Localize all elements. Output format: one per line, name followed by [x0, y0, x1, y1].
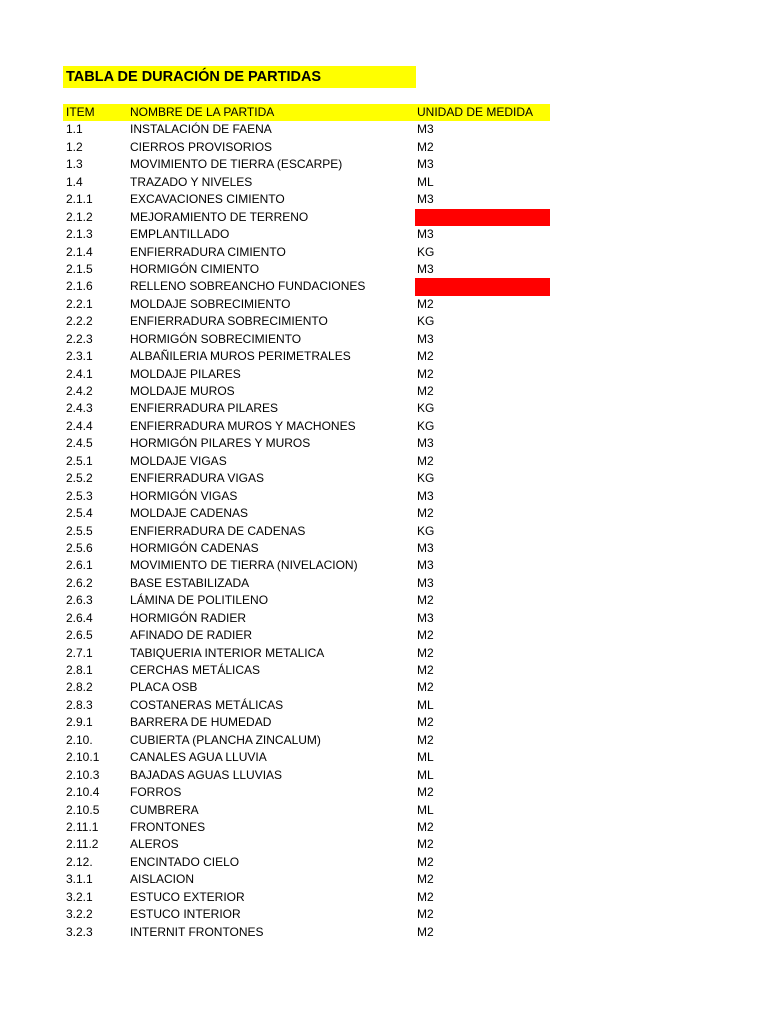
row-partida-name: BAJADAS AGUAS LLUVIAS [130, 767, 283, 782]
row-item-code: 3.1.1 [66, 872, 93, 887]
row-unit: M3 [417, 227, 434, 242]
row-partida-name: EMPLANTILLADO [130, 227, 230, 242]
row-item-code: 2.10.1 [66, 750, 100, 765]
table-row [63, 854, 550, 871]
row-item-code: 2.8.3 [66, 697, 93, 712]
table-row [63, 244, 550, 261]
header-item: ITEM [66, 105, 95, 119]
table-row [63, 174, 550, 191]
row-item-code: 2.12. [66, 854, 93, 869]
row-unit: M2 [417, 837, 434, 852]
row-item-code: 1.2 [66, 139, 83, 154]
row-item-code: 2.3.1 [66, 349, 93, 364]
row-unit-missing [415, 209, 550, 226]
row-item-code: 1.3 [66, 157, 83, 172]
table-row [63, 749, 550, 766]
row-unit: M2 [417, 680, 434, 695]
row-unit: M2 [417, 593, 434, 608]
page-title: TABLA DE DURACIÓN DE PARTIDAS [66, 69, 322, 85]
row-item-code: 2.2.2 [66, 314, 93, 329]
table-row [63, 470, 550, 487]
table-row [63, 592, 550, 609]
row-item-code: 2.8.1 [66, 663, 93, 677]
row-item-code: 3.2.1 [66, 889, 93, 904]
row-partida-name: BARRERA DE HUMEDAD [130, 715, 272, 730]
table-row [63, 418, 550, 435]
row-partida-name: HORMIGÓN CIMIENTO [130, 261, 260, 276]
table-row [63, 435, 550, 452]
row-partida-name: PLACA OSB [130, 680, 198, 695]
row-partida-name: ENCINTADO CIELO [130, 854, 240, 869]
row-item-code: 2.8.2 [66, 680, 93, 695]
row-partida-name: CERCHAS METÁLICAS [130, 663, 261, 677]
table-row [63, 627, 550, 644]
row-partida-name: INSTALACIÓN DE FAENA [130, 122, 272, 137]
row-partida-name: AFINADO DE RADIER [130, 628, 253, 643]
table-row [63, 209, 550, 226]
row-unit: M2 [417, 732, 434, 747]
row-item-code: 2.5.6 [66, 540, 93, 555]
row-item-code: 3.2.2 [66, 907, 93, 922]
table-row [63, 871, 550, 888]
table-row [63, 226, 550, 243]
row-unit: M3 [417, 331, 434, 346]
row-partida-name: TRAZADO Y NIVELES [130, 174, 253, 189]
table-row [63, 383, 550, 400]
row-unit-missing [415, 278, 550, 295]
header-unit: UNIDAD DE MEDIDA [417, 105, 534, 119]
row-item-code: 2.1.1 [66, 192, 93, 207]
row-item-code: 2.10. [66, 732, 93, 747]
table-row [63, 191, 550, 208]
table-row [63, 645, 550, 662]
row-unit: ML [417, 174, 434, 189]
table-row [63, 784, 550, 801]
row-item-code: 2.5.5 [66, 523, 93, 538]
table-row [63, 540, 550, 557]
row-unit: M2 [417, 506, 434, 521]
table-row [63, 924, 550, 941]
table-row [63, 139, 550, 156]
table-row [63, 331, 550, 348]
row-item-code: 2.6.4 [66, 610, 93, 625]
row-item-code: 2.10.4 [66, 785, 100, 800]
row-partida-name: MEJORAMIENTO DE TERRENO [130, 209, 309, 224]
row-partida-name: EXCAVACIONES CIMIENTO [130, 192, 285, 207]
row-partida-name: CIERROS PROVISORIOS [130, 139, 273, 154]
row-item-code: 2.1.2 [66, 209, 93, 224]
row-unit: ML [417, 767, 434, 782]
row-unit: KG [417, 401, 435, 416]
table-row [63, 889, 550, 906]
row-item-code: 2.6.5 [66, 628, 93, 643]
row-item-code: 2.2.1 [66, 296, 93, 311]
table-row [63, 819, 550, 836]
table-row [63, 400, 550, 417]
row-item-code: 2.7.1 [66, 645, 93, 660]
row-partida-name: MOLDAJE VIGAS [130, 453, 227, 468]
row-unit: M3 [417, 575, 434, 590]
row-unit: M2 [417, 924, 434, 939]
table-row [63, 557, 550, 574]
row-partida-name: CUBIERTA (PLANCHA ZINCALUM) [130, 732, 321, 747]
row-item-code: 2.5.1 [66, 453, 93, 468]
row-partida-name: COSTANERAS METÁLICAS [130, 697, 284, 712]
table-body [63, 121, 550, 941]
row-partida-name: ENFIERRADURA MUROS Y MACHONES [130, 418, 356, 433]
row-unit: M2 [417, 384, 434, 398]
row-unit: M2 [417, 854, 434, 869]
row-item-code: 2.4.1 [66, 366, 93, 381]
row-item-code: 2.4.5 [66, 436, 93, 451]
row-item-code: 2.4.3 [66, 401, 93, 416]
row-partida-name: BASE ESTABILIZADA [130, 575, 250, 590]
row-item-code: 2.4.2 [66, 384, 93, 398]
row-unit: KG [417, 471, 435, 486]
row-item-code: 2.5.3 [66, 488, 93, 503]
row-item-code: 2.9.1 [66, 715, 93, 730]
row-unit: M2 [417, 889, 434, 904]
row-partida-name: MOVIMIENTO DE TIERRA (NIVELACION) [130, 558, 358, 573]
row-unit: M3 [417, 540, 434, 555]
row-partida-name: ENFIERRADURA DE CADENAS [130, 523, 306, 538]
row-unit: M2 [417, 819, 434, 834]
row-unit: KG [417, 314, 435, 329]
row-item-code: 2.1.3 [66, 227, 93, 242]
row-unit: M2 [417, 645, 434, 660]
row-unit: M3 [417, 122, 434, 137]
row-partida-name: INTERNIT FRONTONES [130, 924, 264, 939]
row-partida-name: HORMIGÓN VIGAS [130, 488, 238, 503]
row-partida-name: ESTUCO INTERIOR [130, 907, 241, 922]
row-unit: M3 [417, 192, 434, 207]
table-row [63, 505, 550, 522]
table-row [63, 296, 550, 313]
table-row [63, 156, 550, 173]
row-item-code: 2.10.5 [66, 802, 100, 817]
row-item-code: 2.1.5 [66, 261, 93, 276]
row-item-code: 2.5.4 [66, 506, 93, 521]
row-partida-name: HORMIGÓN PILARES Y MUROS [130, 436, 311, 451]
table-row [63, 732, 550, 749]
row-partida-name: CANALES AGUA LLUVIA [130, 750, 267, 765]
row-partida-name: AISLACION [130, 872, 195, 887]
row-partida-name: ENFIERRADURA CIMIENTO [130, 244, 286, 259]
row-unit: M2 [417, 349, 434, 364]
table-row [63, 121, 550, 138]
table-row [63, 662, 550, 679]
table-row [63, 836, 550, 853]
row-item-code: 2.6.1 [66, 558, 93, 573]
row-item-code: 2.2.3 [66, 331, 93, 346]
table-row [63, 348, 550, 365]
row-partida-name: ENFIERRADURA SOBRECIMIENTO [130, 314, 328, 329]
row-unit: KG [417, 244, 435, 259]
row-partida-name: MOVIMIENTO DE TIERRA (ESCARPE) [130, 157, 343, 172]
table-title-bar [63, 66, 416, 88]
table-row [63, 802, 550, 819]
row-item-code: 2.6.3 [66, 593, 93, 608]
row-item-code: 1.1 [66, 122, 83, 137]
row-unit: M2 [417, 628, 434, 643]
table-row [63, 278, 550, 295]
row-item-code: 2.5.2 [66, 471, 93, 486]
row-unit: KG [417, 523, 435, 538]
row-unit: M2 [417, 366, 434, 381]
row-item-code: 2.6.2 [66, 575, 93, 590]
row-partida-name: ENFIERRADURA PILARES [130, 401, 279, 416]
row-partida-name: MOLDAJE PILARES [130, 366, 241, 381]
row-item-code: 2.11.1 [66, 819, 99, 834]
row-partida-name: FORROS [130, 785, 182, 800]
row-partida-name: MOLDAJE SOBRECIMIENTO [130, 296, 291, 311]
partidas-table [63, 104, 550, 941]
table-row [63, 679, 550, 696]
row-unit: KG [417, 418, 435, 433]
table-row [63, 610, 550, 627]
table-row [63, 453, 550, 470]
row-partida-name: ALBAÑILERIA MUROS PERIMETRALES [130, 349, 351, 364]
row-partida-name: CUMBRERA [130, 802, 199, 817]
table-row [63, 697, 550, 714]
table-row [63, 488, 550, 505]
row-unit: M2 [417, 139, 434, 154]
table-row [63, 366, 550, 383]
row-unit: M3 [417, 261, 434, 276]
row-partida-name: HORMIGÓN RADIER [130, 610, 247, 625]
table-row [63, 575, 550, 592]
row-partida-name: LÁMINA DE POLITILENO [130, 593, 269, 608]
row-item-code: 2.4.4 [66, 418, 93, 433]
row-unit: M2 [417, 785, 434, 800]
row-unit: ML [417, 750, 434, 765]
table-row [63, 714, 550, 731]
row-unit: M2 [417, 296, 434, 311]
row-unit: M3 [417, 610, 434, 625]
row-unit: ML [417, 697, 434, 712]
row-partida-name: MOLDAJE MUROS [130, 384, 235, 398]
row-partida-name: ALEROS [130, 837, 179, 852]
row-unit: M2 [417, 907, 434, 922]
row-unit: M3 [417, 488, 434, 503]
row-partida-name: HORMIGÓN CADENAS [130, 540, 259, 555]
row-unit: M3 [417, 157, 434, 172]
header-name: NOMBRE DE LA PARTIDA [130, 105, 275, 119]
row-item-code: 2.1.6 [66, 279, 93, 294]
row-partida-name: RELLENO SOBREANCHO FUNDACIONES [130, 279, 366, 294]
row-partida-name: FRONTONES [130, 819, 206, 834]
row-item-code: 3.2.3 [66, 924, 93, 939]
row-unit: M2 [417, 453, 434, 468]
row-item-code: 2.10.3 [66, 767, 100, 782]
row-unit: M2 [417, 663, 434, 677]
row-partida-name: TABIQUERIA INTERIOR METALICA [130, 645, 325, 660]
table-row [63, 261, 550, 278]
row-partida-name: ESTUCO EXTERIOR [130, 889, 245, 904]
row-unit: M3 [417, 436, 434, 451]
row-item-code: 2.11.2 [66, 837, 99, 852]
table-row [63, 906, 550, 923]
row-item-code: 1.4 [66, 174, 83, 189]
table-header-row [63, 104, 550, 121]
table-row [63, 767, 550, 784]
row-partida-name: MOLDAJE CADENAS [130, 506, 249, 521]
row-unit: M3 [417, 558, 434, 573]
row-partida-name: HORMIGÓN SOBRECIMIENTO [130, 331, 302, 346]
row-partida-name: ENFIERRADURA VIGAS [130, 471, 265, 486]
table-row [63, 523, 550, 540]
row-unit: M2 [417, 872, 434, 887]
row-unit: ML [417, 802, 434, 817]
table-row [63, 313, 550, 330]
row-item-code: 2.1.4 [66, 244, 93, 259]
row-unit: M2 [417, 715, 434, 730]
